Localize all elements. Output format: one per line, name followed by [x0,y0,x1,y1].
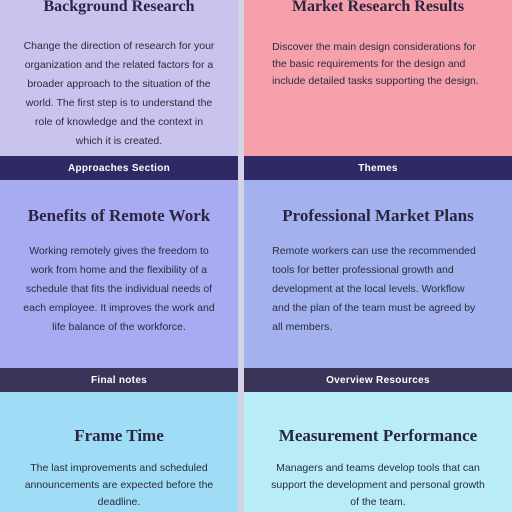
card-heading: Frame Time [74,426,164,445]
card-middle-right [244,180,512,368]
card-body: Remote workers can use the recommended tools for better professional growth and development at the local levels. Workflow and the plan of the team must be agreed by all members. [272,245,476,333]
section-band-right: Overview Resources [244,368,512,392]
card-bottom-right [244,392,512,512]
card-body: Managers and teams develop tools that can support the development and personal growth of the team. [271,462,485,508]
card-heading: Background Research [43,0,195,15]
card-body: Discover the main design considerations for the basic requirements for the design and include detailed tasks supporting the design. [272,41,479,87]
card-top-left [0,0,238,156]
card-bottom-left [0,392,238,512]
section-band-left: Final notes [0,368,238,392]
section-band-right: Themes [244,156,512,180]
card-body: Working remotely gives the freedom to work from home and the flexibility of a schedule that fits the individual needs of each employee. It improves the work and life balance of the workforce. [23,245,215,333]
card-heading: Measurement Performance [278,426,478,445]
card-heading: Benefits of Remote Work [27,206,211,225]
card-body: The last improvements and scheduled announcements are expected before the deadline. [24,462,214,508]
card-middle-left [0,180,238,368]
card-top-right [244,0,512,156]
card-heading: Market Research Results [291,0,465,15]
card-heading: Professional Market Plans [282,206,474,225]
card-body: Change the direction of research for your organization and the related factors for a broader approach to the situation of the world. The first step is to understand the role of knowledge and the context in which it is created. [23,40,215,147]
section-band-left: Approaches Section [0,156,238,180]
